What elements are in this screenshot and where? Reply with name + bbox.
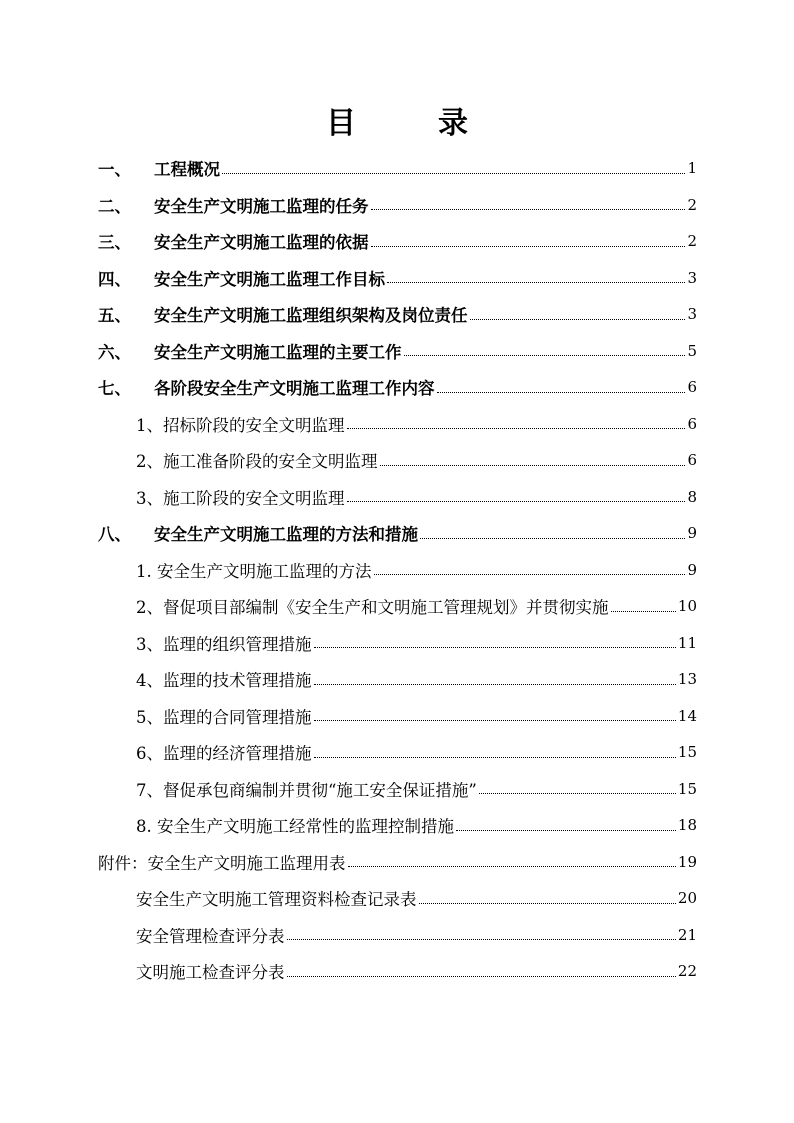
dot-leader: [611, 611, 676, 612]
dot-leader: [287, 976, 676, 977]
toc-page-number: 2: [687, 195, 697, 214]
toc-entry[interactable]: [98, 333, 697, 369]
toc-page-number: 11: [677, 633, 697, 652]
toc-entry[interactable]: [98, 223, 697, 259]
dot-leader: [404, 355, 686, 356]
toc-page-number: 19: [677, 852, 697, 871]
dot-leader: [314, 647, 676, 648]
dot-leader: [348, 866, 676, 867]
dot-leader: [287, 939, 676, 940]
toc-page-number: 9: [687, 560, 697, 579]
toc-entry[interactable]: [136, 771, 697, 807]
dot-leader: [420, 538, 685, 539]
toc-entry-number: 五、: [98, 306, 131, 325]
toc-entry-title: 8. 安全生产文明施工经常性的监理控制措施: [136, 817, 454, 836]
toc-entry-title: 5、监理的合同管理措施: [136, 707, 312, 727]
toc-page-number: 6: [687, 451, 697, 469]
toc-page-number: 3: [687, 305, 697, 323]
toc-entry[interactable]: [136, 698, 697, 734]
toc-entry[interactable]: [136, 807, 697, 843]
toc-entry-title: 安全生产文明施工监理的依据: [154, 233, 369, 252]
toc-entry-title: 各阶段安全生产文明施工监理工作内容: [154, 379, 435, 398]
toc-entry-number: 七、: [98, 379, 131, 398]
toc-entry-number: 三、: [98, 233, 131, 252]
toc-entry-number: 二、: [98, 196, 131, 216]
toc-entry[interactable]: [98, 260, 697, 296]
page-title: 目 录: [326, 106, 494, 141]
toc-entry[interactable]: [136, 625, 697, 661]
dot-leader: [347, 428, 686, 429]
toc-page-number: 21: [677, 925, 697, 944]
toc-entry-number: 八、: [98, 525, 131, 544]
toc-entry[interactable]: [98, 296, 697, 332]
toc-entry[interactable]: [98, 150, 697, 186]
dot-leader: [380, 465, 686, 466]
dot-leader: [371, 246, 686, 247]
toc-entry[interactable]: [136, 661, 697, 697]
toc-entry-title: 安全生产文明施工管理资料检查记录表: [136, 890, 417, 909]
toc-entry[interactable]: [136, 734, 697, 770]
toc-entry-number: 一、: [98, 160, 131, 179]
toc-entry-title: 工程概况: [154, 160, 220, 179]
toc-page-number: 15: [677, 779, 697, 798]
toc-page-number: 15: [677, 743, 697, 761]
toc-page-number: 22: [677, 962, 697, 980]
toc-page-number: 13: [677, 670, 697, 688]
toc-entry[interactable]: [136, 552, 697, 588]
toc-entry-title: 文明施工检查评分表: [136, 963, 285, 982]
toc-entry[interactable]: [136, 442, 697, 478]
toc-entry-title: 3、施工阶段的安全文明监理: [136, 488, 345, 508]
toc-entry-title: 4、监理的技术管理措施: [136, 671, 312, 690]
toc-entry[interactable]: [136, 953, 697, 989]
toc-entry-number: 四、: [98, 269, 131, 289]
dot-leader: [347, 501, 686, 502]
dot-leader: [470, 319, 686, 320]
toc-page-number: 9: [687, 524, 697, 542]
toc-entry-title: 安全生产文明施工监理工作目标: [154, 269, 385, 289]
toc-page-number: 6: [687, 414, 697, 433]
dot-leader: [387, 282, 685, 283]
toc-entry-number: 六、: [98, 342, 131, 362]
toc-entry[interactable]: [136, 406, 697, 442]
toc-entry-title: 安全生产文明施工监理的任务: [154, 196, 369, 216]
toc-entry-title: 3、监理的组织管理措施: [136, 634, 312, 654]
dot-leader: [222, 173, 685, 174]
toc-page-number: 18: [677, 816, 697, 834]
toc-page-number: 20: [677, 889, 697, 907]
toc-entry[interactable]: [98, 369, 697, 405]
toc-entry-title: 6、监理的经济管理措施: [136, 744, 312, 763]
toc-page-number: 2: [687, 232, 697, 250]
toc-page-number: 3: [687, 268, 697, 287]
dot-leader: [479, 793, 676, 794]
toc-entry-title: 1. 安全生产文明施工监理的方法: [136, 561, 372, 581]
toc-entry-title: 安全生产文明施工监理的主要工作: [154, 342, 402, 362]
toc-page-number: 6: [687, 378, 697, 396]
toc-entry[interactable]: [98, 187, 697, 223]
dot-leader: [374, 574, 686, 575]
toc-entry[interactable]: [136, 917, 697, 953]
dot-leader: [371, 209, 686, 210]
dot-leader: [456, 830, 676, 831]
toc-entry[interactable]: [136, 880, 697, 916]
toc-entry-title: 2、督促项目部编制《安全生产和文明施工管理规划》并贯彻实施: [136, 598, 609, 617]
toc-entry[interactable]: [98, 515, 697, 551]
dot-leader: [419, 903, 676, 904]
dot-leader: [314, 720, 676, 721]
toc-entry-title: 安全生产文明施工监理组织架构及岗位责任: [154, 306, 468, 325]
dot-leader: [437, 392, 686, 393]
toc-page-number: 1: [687, 159, 697, 177]
toc-entry-title: 2、施工准备阶段的安全文明监理: [136, 452, 378, 471]
dot-leader: [314, 684, 676, 685]
toc-entry[interactable]: [136, 479, 697, 515]
toc-entry-title: 附件：安全生产文明施工监理用表: [98, 853, 346, 873]
toc-entry-title: 7、督促承包商编制并贯彻“施工安全保证措施”: [136, 780, 477, 800]
toc-page-number: 10: [677, 597, 697, 615]
toc-page-number: 14: [677, 706, 697, 725]
toc-entry-title: 1、招标阶段的安全文明监理: [136, 415, 345, 435]
toc-page-number: 8: [687, 487, 697, 506]
dot-leader: [314, 757, 676, 758]
toc-page-number: 5: [687, 341, 697, 360]
toc-entry-title: 安全管理检查评分表: [136, 926, 285, 946]
toc-entry-title: 安全生产文明施工监理的方法和措施: [154, 525, 418, 544]
toc-entry[interactable]: [98, 844, 697, 880]
toc-entry[interactable]: [136, 588, 697, 624]
